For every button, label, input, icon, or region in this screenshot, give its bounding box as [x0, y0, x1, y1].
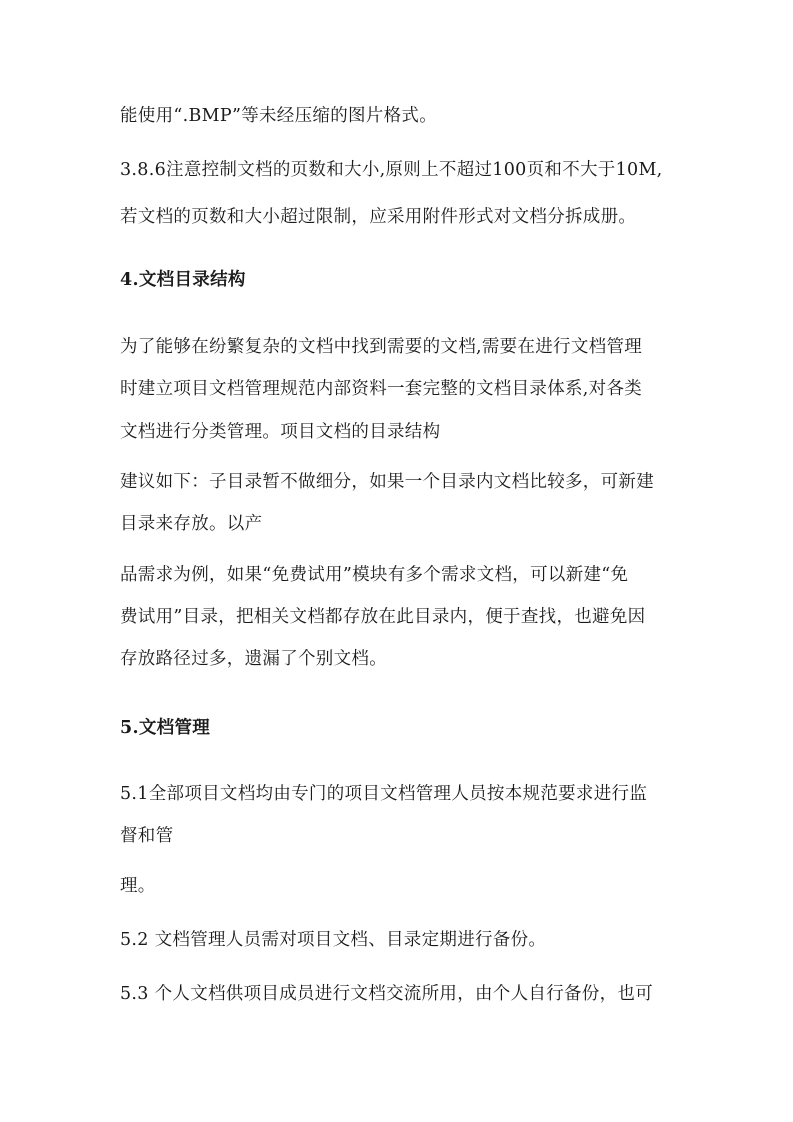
paragraph-line-9: 品需求为例，如果“免费试用”模块有多个需求文档，可以新建“免	[120, 565, 629, 585]
section-heading-4: 4.文档目录结构	[120, 270, 246, 290]
paragraph-line-2: 3.8.6注意控制文档的页数和大小,原则上不超过100页和不大于10M,	[120, 160, 663, 180]
section-heading-5: 5.文档管理	[120, 718, 211, 738]
paragraph-line-12: 5.1全部项目文档均由专门的项目文档管理人员按本规范要求进行监	[120, 784, 648, 804]
paragraph-line-8: 目录来存放。以产	[120, 514, 263, 534]
paragraph-line-13: 督和管	[120, 826, 174, 846]
paragraph-line-14: 理。	[120, 876, 156, 896]
paragraph-line-11: 存放路径过多，遗漏了个别文档。	[120, 649, 387, 669]
paragraph-line-4: 为了能够在纷繁复杂的文档中找到需要的文档,需要在进行文档管理	[120, 337, 643, 357]
paragraph-line-15: 5.2 文档管理人员需对项目文档、目录定期进行备份。	[120, 930, 547, 950]
paragraph-line-6: 文档进行分类管理。项目文档的目录结构	[120, 422, 441, 442]
paragraph-line-5: 时建立项目文档管理规范内部资料一套完整的文档目录体系,对各类	[120, 379, 643, 399]
paragraph-line-16: 5.3 个人文档供项目成员进行文档交流所用，由个人自行备份，也可	[120, 984, 653, 1004]
paragraph-line-3: 若文档的页数和大小超过限制，应采用附件形式对文档分拆成册。	[120, 207, 637, 227]
paragraph-line-1: 能使用“.BMP”等未经压缩的图片格式。	[120, 106, 438, 126]
paragraph-line-10: 费试用”目录，把相关文档都存放在此目录内，便于查找，也避免因	[120, 607, 646, 627]
paragraph-line-7: 建议如下：子目录暂不做细分，如果一个目录内文档比较多，可新建	[120, 472, 654, 492]
